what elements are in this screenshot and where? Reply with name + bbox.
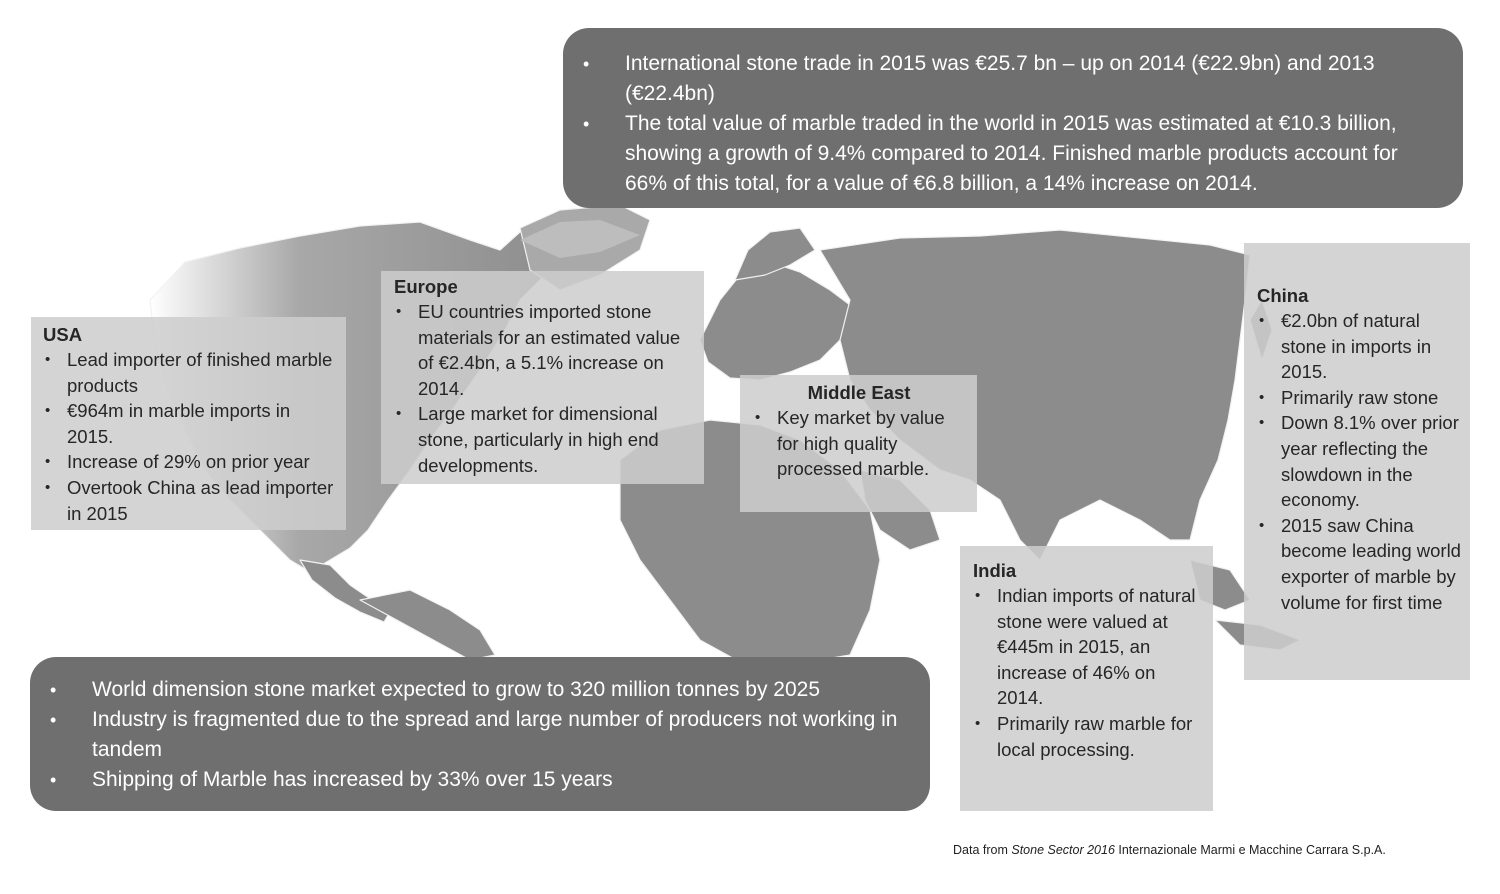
bottom-summary-item: • Shipping of Marble has increased by 33% over 15 years: [30, 765, 910, 795]
europe-item: • EU countries imported stone materials for an estimated value of €2.4bn, a 5.1% increase on 2014.: [394, 299, 694, 401]
south-america-shape: [360, 590, 495, 660]
china-box: [1244, 243, 1470, 680]
middle-east-item: • Key market by value for high quality processed marble.: [753, 405, 965, 482]
india-item: • Primarily raw marble for local processing.: [973, 711, 1205, 762]
china-item: • €2.0bn of natural stone in imports in 2015.: [1257, 308, 1462, 385]
india-title: India: [973, 560, 1017, 581]
bottom-summary-box: [30, 657, 930, 811]
bottom-summary-list: [30, 675, 910, 795]
usa-item: • Increase of 29% on prior year: [43, 449, 336, 475]
central-america-shape: [300, 560, 390, 622]
europe-box: [381, 271, 704, 484]
source-note: [953, 843, 1386, 857]
top-summary-item: • International stone trade in 2015 was €25.7 bn – up on 2014 (€22.9bn) and 2013 (€22.4bn): [563, 49, 1445, 109]
middle-east-list: [753, 405, 965, 482]
china-item: • Primarily raw stone: [1257, 385, 1462, 411]
top-summary-box: [563, 28, 1463, 208]
europe-shape: [700, 262, 850, 380]
india-item: • Indian imports of natural stone were valued at €445m in 2015, an increase of 46% on 2014.: [973, 583, 1205, 711]
usa-title: USA: [43, 324, 83, 345]
china-item: • Down 8.1% over prior year reflecting the slowdown in the economy.: [1257, 410, 1462, 512]
europe-list: [394, 299, 694, 478]
source-title: Stone Sector 2016: [1011, 843, 1115, 857]
top-summary-list: [563, 49, 1445, 199]
usa-item: • Lead importer of finished marble products: [43, 347, 336, 398]
usa-list: [43, 347, 336, 526]
middle-east-title: Middle East: [807, 382, 911, 403]
india-list: [973, 583, 1205, 762]
middle-east-box: [740, 375, 977, 512]
source-suffix: Internazionale Marmi e Macchine Carrara S.p.A.: [1114, 843, 1386, 857]
usa-item: • €964m in marble imports in 2015.: [43, 398, 336, 449]
bottom-summary-item: • World dimension stone market expected to grow to 320 million tonnes by 2025: [30, 675, 910, 705]
europe-item: • Large market for dimensional stone, particularly in high end developments.: [394, 401, 694, 478]
india-box: [960, 546, 1213, 811]
usa-box: [31, 317, 346, 530]
china-item: • 2015 saw China become leading world exporter of marble by volume for first time: [1257, 513, 1462, 615]
bottom-summary-item: • Industry is fragmented due to the spread and large number of producers not working in tandem: [30, 705, 910, 765]
top-summary-item: • The total value of marble traded in the world in 2015 was estimated at €10.3 billion, showing a growth of 9.4% compared to 2014. Finished marble products account for 66% of this total, for a value of €6.8 billion, a 14% increase on 2014.: [563, 109, 1445, 199]
china-title: China: [1257, 285, 1309, 306]
source-prefix: Data from: [953, 843, 1012, 857]
usa-item: • Overtook China as lead importer in 2015: [43, 475, 336, 526]
china-list: [1257, 308, 1462, 615]
europe-title: Europe: [394, 276, 458, 297]
